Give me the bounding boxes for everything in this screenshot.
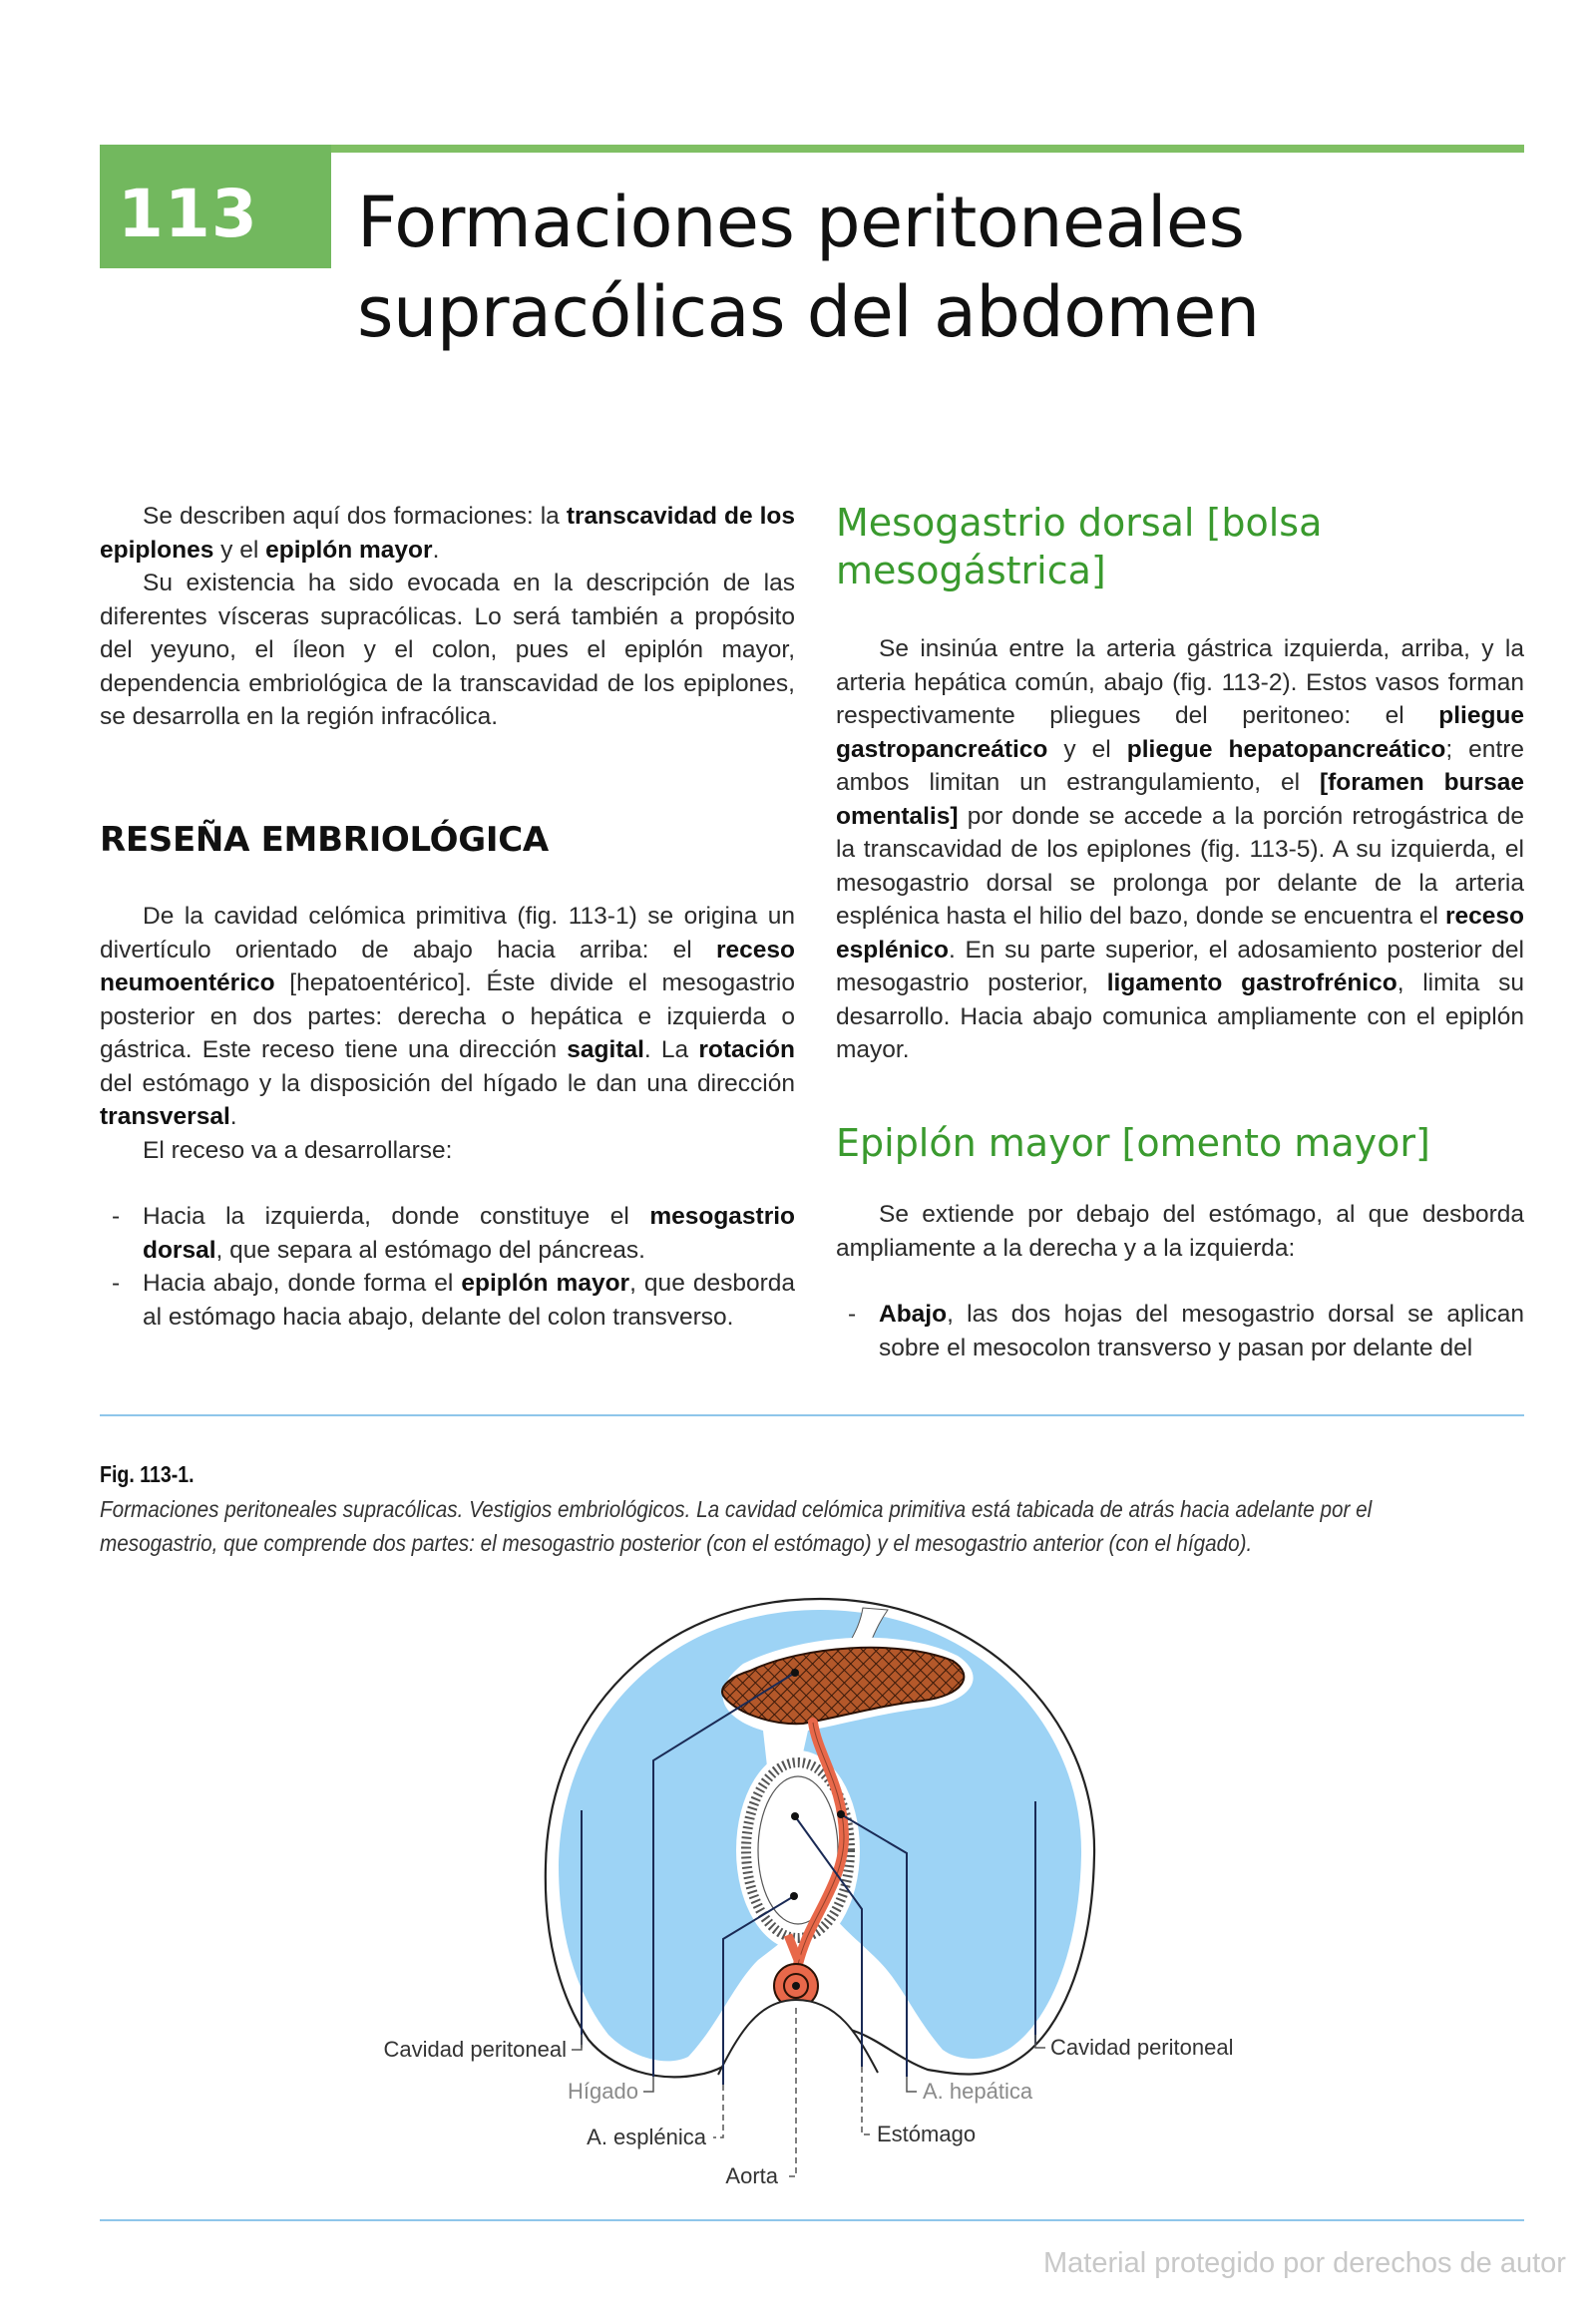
label-cavidad-right: Cavidad peritoneal [1050, 2035, 1234, 2060]
mesogastrio-paragraph: Se insinúa entre la arteria gástrica izquierda, arriba, y la arteria hepática común, abajo (fig. 113-2). Estos vasos forman respectivamente pliegues del peritoneo: el pliegue gastropancreático y el pliegue hepatopancreático; entre ambos limitan un estrangulamiento, el [foramen bursae omentalis] por donde se accede a la porción retrogástrica de la transcavidad de los epiplones (fig. 113-5). A su izquierda, el mesogastrio dorsal se prolonga por delante de la arteria esplénica hasta el hilio del bazo, donde se encuentra el receso esplénico. En su parte superior, el adosamiento posterior del mesogastrio posterior, ligamento gastrofrénico, limita su desarrollo. Hacia abajo comunica ampliamente con el epiplón mayor. [836, 635, 1525, 1063]
chapter-title [357, 178, 1260, 357]
chapter-title-line1: Formaciones peritoneales [357, 182, 1245, 263]
copyright-watermark: Material protegido por derechos de autor [1043, 2247, 1566, 2279]
chapter-number: 113 [118, 176, 258, 252]
list-item: - Abajo, las dos hojas del mesogastrio dorsal se aplican sobre el mesocolon transverso y pasan por delante del [836, 1298, 1524, 1364]
label-estomago: Estómago [877, 2122, 977, 2146]
figure-label: Fig. 113-1. [100, 1461, 195, 1487]
label-aorta: Aorta [725, 2163, 778, 2188]
figure-bottom-rule [100, 2219, 1524, 2221]
peritoneal-diagram [379, 1591, 1257, 2189]
list-item: - Hacia abajo, donde forma el epiplón mayor, que desborda al estómago hacia abajo, delante del colon transverso. [100, 1267, 795, 1334]
epiplon-list [836, 1298, 1524, 1364]
list-item: - Hacia la izquierda, donde constituye el mesogastrio dorsal, que separa al estómago del páncreas. [100, 1200, 795, 1267]
intro-paragraph-1: Se describen aquí dos formaciones: la transcavidad de los epiplones y el epiplón mayor. [100, 503, 795, 564]
label-a-hepatica: A. hepática [923, 2079, 1033, 2104]
section-heading-epiplon: Epiplón mayor [omento mayor] [836, 1121, 1430, 1165]
label-higado: Hígado [568, 2079, 638, 2104]
embryo-paragraph-2: El receso va a desarrollarse: [143, 1136, 453, 1164]
embryo-section [100, 900, 795, 1334]
mesogastrio-section [836, 632, 1524, 1067]
label-cavidad-left: Cavidad peritoneal [383, 2037, 567, 2062]
section-heading-mesogastrio: Mesogastrio dorsal [bolsa mesogástrica] [836, 501, 1323, 592]
figure-top-rule [100, 1414, 1524, 1416]
section-heading-embriologica: RESEÑA EMBRIOLÓGICA [100, 820, 549, 860]
left-column [100, 500, 795, 734]
embryo-list [100, 1200, 795, 1334]
epiplon-section [836, 1198, 1524, 1364]
figure-caption: Formaciones peritoneales supracólicas. Vestigios embriológicos. La cavidad celómica primitiva está tabicada de atrás hacia adelante por el mesogastrio, que comprende dos partes: el mesogastrio posterior (con el estómago) y el mesogastrio anterior (con el hígado). [100, 1496, 1373, 1556]
intro-paragraph-2: Su existencia ha sido evocada en la descripción de las diferentes vísceras supracólicas. Lo será también a propósito del yeyuno, el íleon y el colon, pues el epiplón mayor, dependencia embriológica de la transcavidad de los epiplones, se desarrolla en la región infracólica. [100, 570, 795, 730]
label-a-esplenica: A. esplénica [587, 2125, 706, 2149]
epiplon-paragraph: Se extiende por debajo del estómago, al que desborda ampliamente a la derecha y a la izquierda: [836, 1201, 1524, 1262]
chapter-title-line2: supracólicas del abdomen [357, 271, 1260, 353]
embryo-paragraph-1: De la cavidad celómica primitiva (fig. 113-1) se origina un divertículo orientado de abajo hacia arriba: el receso neumoentérico [hepatoentérico]. Éste divide el mesogastrio posterior en dos partes: derecha o hepática e izquierda o gástrica. Este receso tiene una dirección sagital. La rotación del estómago y la disposición del hígado le dan una dirección transversal. [100, 903, 795, 1130]
